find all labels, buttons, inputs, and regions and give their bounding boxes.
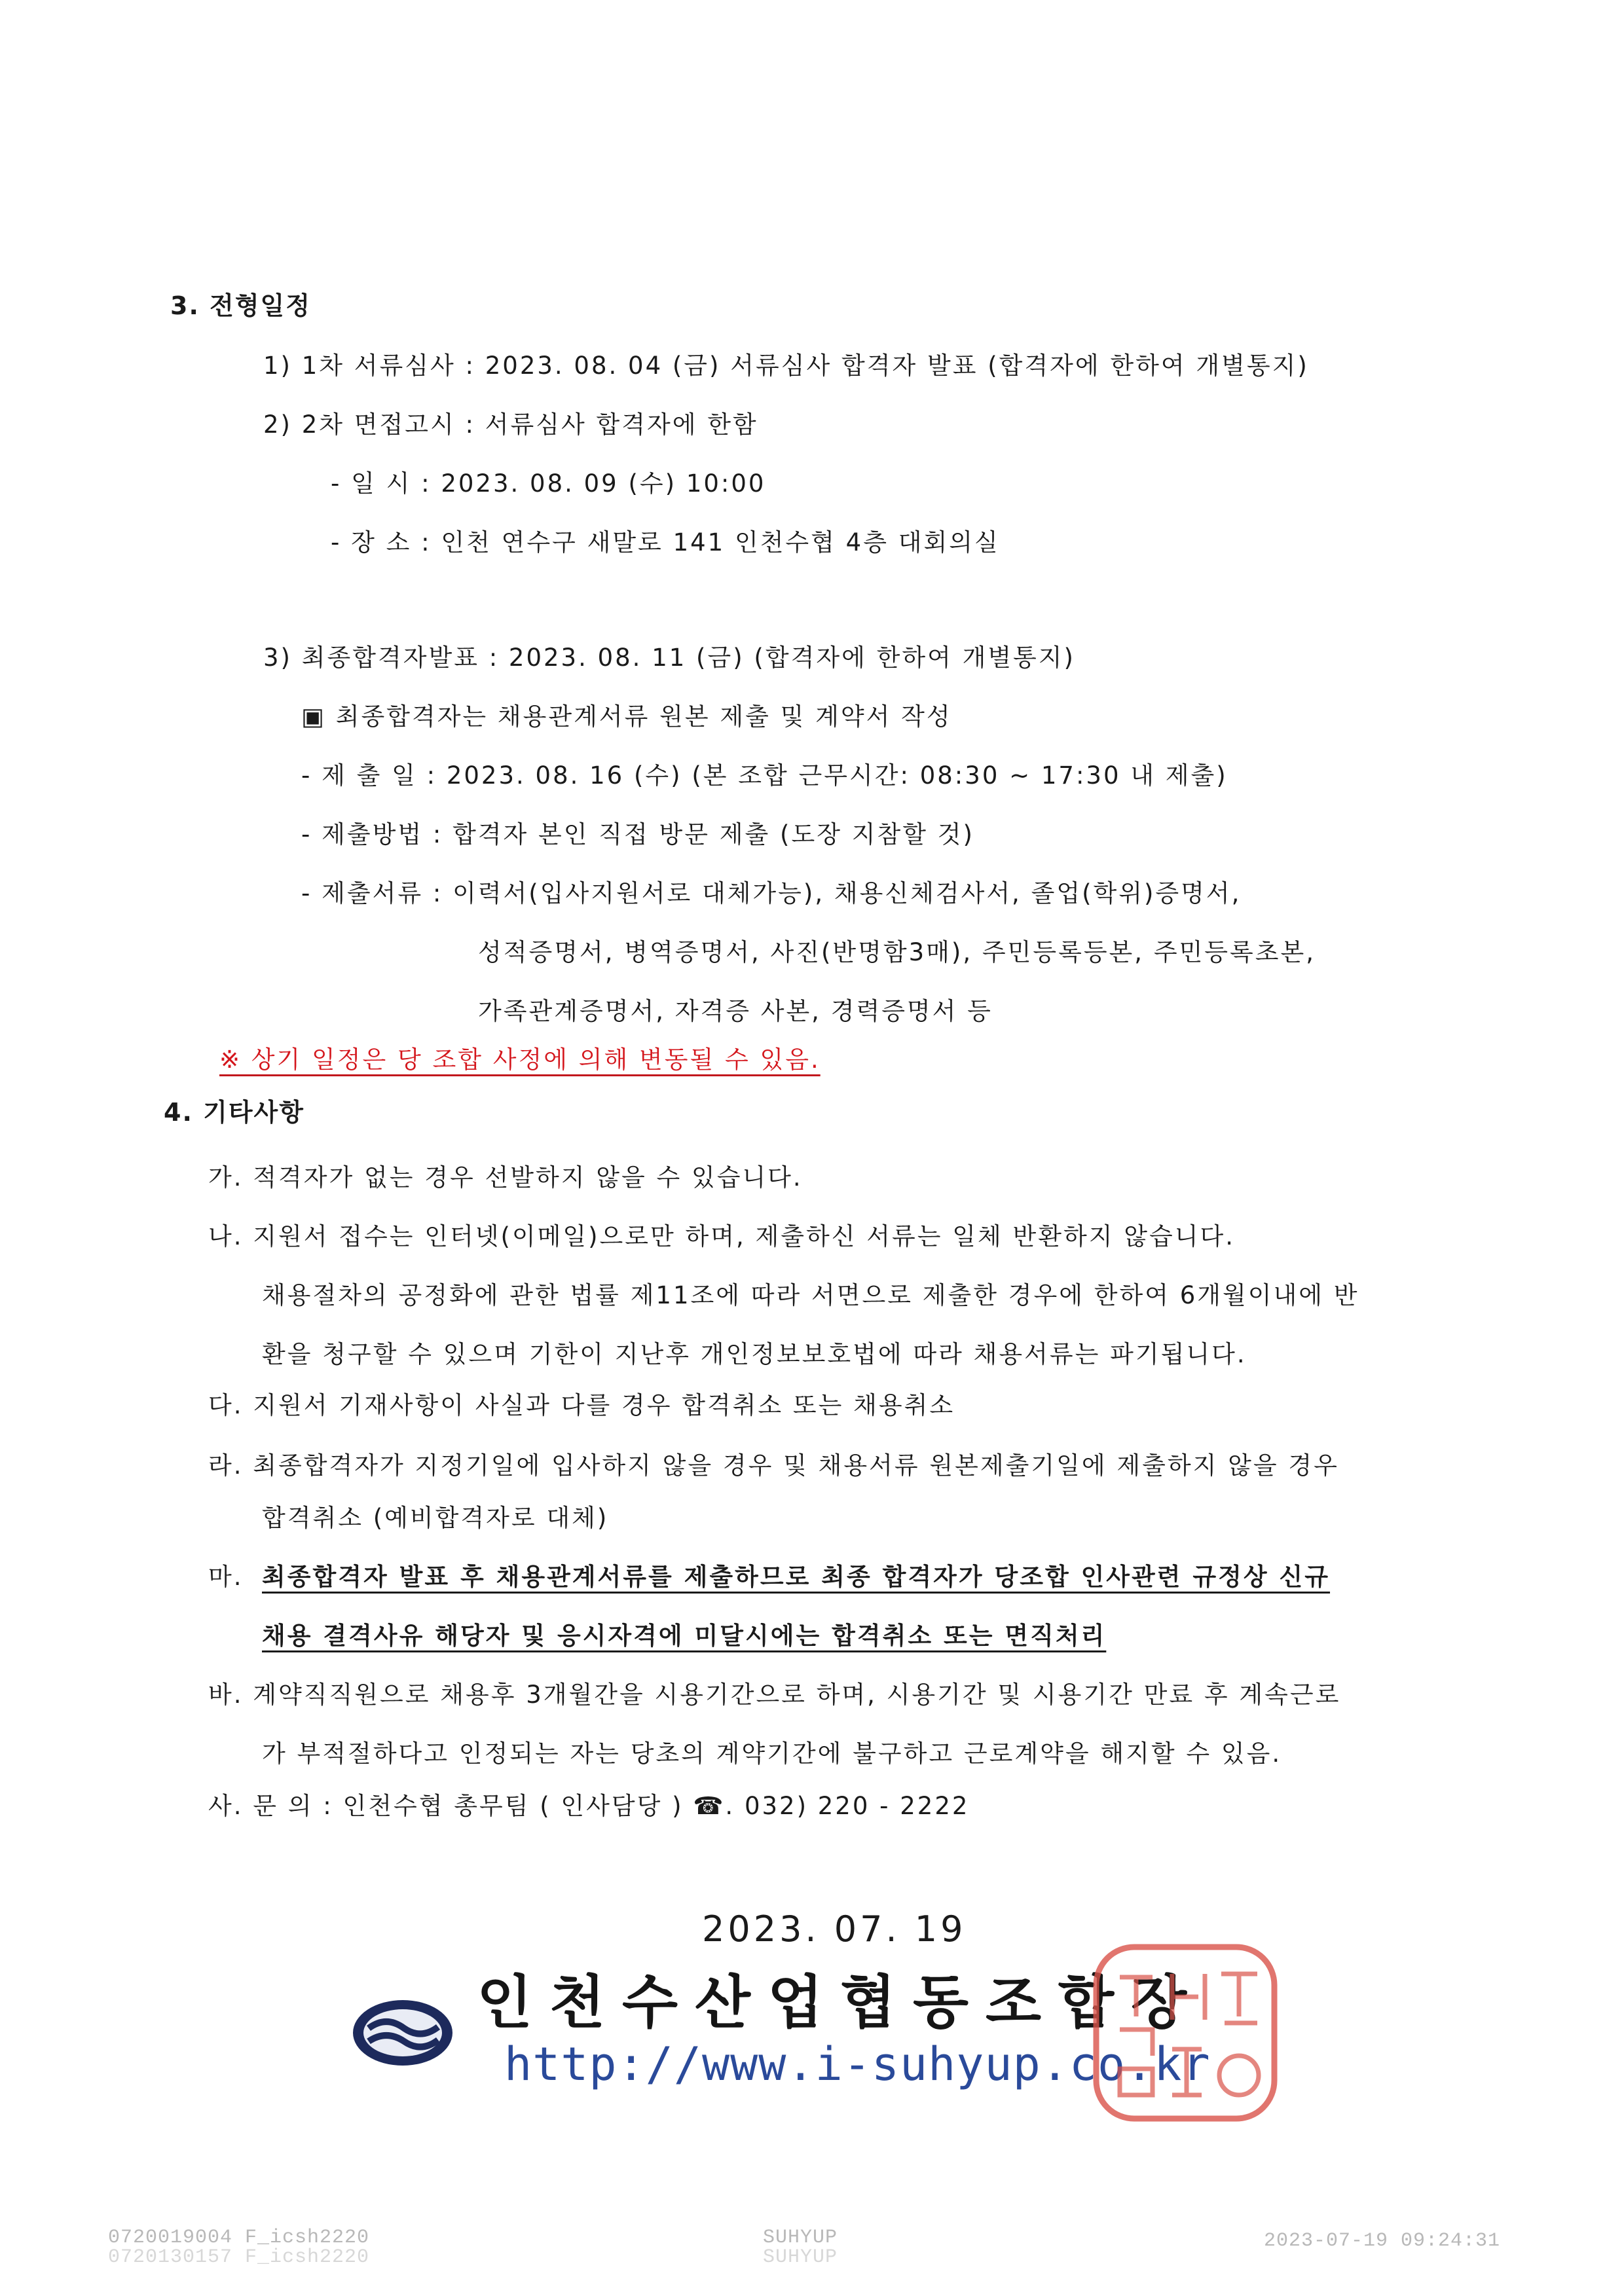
- note-ba-1: 바. 계약직직원으로 채용후 3개월간을 시용기간으로 하며, 시용기간 및 시용기간 만료 후 계속근로: [208, 1681, 1341, 1709]
- schedule-line-1: 1) 1차 서류심사 : 2023. 08. 04 (금) 서류심사 합격자 발표 (합격자에 한하여 개별통지): [263, 352, 1309, 380]
- schedule-line-9: - 제출서류 : 이력서(입사지원서로 대체가능), 채용신체검사서, 졸업(학위)증명서,: [301, 879, 1242, 907]
- schedule-line-5: 3) 최종합격자발표 : 2023. 08. 11 (금) (합격자에 한하여 개별통지): [263, 644, 1075, 672]
- schedule-line-11: 가족관계증명서, 자격증 사본, 경력증명서 등: [478, 997, 993, 1025]
- note-da: 다. 지원서 기재사항이 사실과 다를 경우 합격취소 또는 채용취소: [208, 1391, 955, 1419]
- schedule-line-7: - 제 출 일 : 2023. 08. 16 (수) (본 조합 근무시간: 08:30 ~ 17:30 내 제출): [301, 761, 1228, 790]
- note-ba-2: 가 부적절하다고 인정되는 자는 당초의 계약기간에 불구하고 근로계약을 해지할 수 있음.: [262, 1740, 1282, 1768]
- footer-center-1: SUHYUP: [763, 2227, 838, 2249]
- official-seal-icon: [1087, 1938, 1283, 2128]
- note-ra-1: 라. 최종합격자가 지정기일에 입사하지 않을 경우 및 채용서류 원본제출기일에 제출하지 않을 경우: [208, 1451, 1339, 1480]
- footer-timestamp: 2023-07-19 09:24:31: [1264, 2230, 1501, 2252]
- footer-center-2: SUHYUP: [763, 2246, 838, 2269]
- document-date: 2023. 07. 19: [702, 1908, 967, 1950]
- organization-url[interactable]: http://www.i-suhyup.co.kr: [504, 2037, 1211, 2091]
- suhyup-logo-icon: [350, 1997, 455, 2069]
- footer-code-1: 0720019004 F_icsh2220: [108, 2227, 370, 2249]
- schedule-line-3: - 일 시 : 2023. 08. 09 (수) 10:00: [331, 469, 766, 498]
- note-na-3: 환을 청구할 수 있으며 기한이 지난후 개인정보보호법에 따라 채용서류는 파기됩니다.: [262, 1340, 1247, 1368]
- note-sa-contact: 사. 문 의 : 인천수협 총무팀 ( 인사담당 ) ☎. 032) 220 - 2222: [208, 1792, 970, 1820]
- note-ma-1: 최종합격자 발표 후 채용관계서류를 제출하므로 최종 합격자가 당조합 인사관련 규정상 신규: [262, 1563, 1331, 1591]
- section-4-heading: 4. 기타사항: [164, 1098, 304, 1127]
- schedule-line-6: ▣ 최종합격자는 채용관계서류 원본 제출 및 계약서 작성: [301, 702, 952, 731]
- footer-code-2: 0720130157 F_icsh2220: [108, 2246, 370, 2269]
- section-3-heading: 3. 전형일정: [170, 291, 311, 320]
- schedule-line-8: - 제출방법 : 합격자 본인 직접 방문 제출 (도장 지참할 것): [301, 820, 974, 848]
- schedule-line-10: 성적증명서, 병역증명서, 사진(반명함3매), 주민등록등본, 주민등록초본,: [478, 938, 1316, 966]
- note-na-2: 채용절차의 공정화에 관한 법률 제11조에 따라 서면으로 제출한 경우에 한하여 6개월이내에 반: [262, 1281, 1359, 1309]
- note-ra-2: 합격취소 (예비합격자로 대체): [262, 1504, 609, 1532]
- note-ma-label: 마.: [208, 1563, 244, 1591]
- schedule-line-4: - 장 소 : 인천 연수구 새말로 141 인천수협 4층 대회의실: [331, 528, 1000, 556]
- schedule-line-2: 2) 2차 면접고시 : 서류심사 합격자에 한함: [263, 410, 758, 439]
- note-ma-2: 채용 결격사유 해당자 및 응시자격에 미달시에는 합격취소 또는 면직처리: [262, 1622, 1107, 1650]
- note-na-1: 나. 지원서 접수는 인터넷(이메일)으로만 하며, 제출하신 서류는 일체 반환하지 않습니다.: [208, 1222, 1235, 1250]
- organization-name: 인천수산업협동조합장: [477, 1969, 1204, 2036]
- note-ga: 가. 적격자가 없는 경우 선발하지 않을 수 있습니다.: [208, 1163, 803, 1192]
- schedule-notice: ※ 상기 일정은 당 조합 사정에 의해 변동될 수 있음.: [219, 1046, 821, 1074]
